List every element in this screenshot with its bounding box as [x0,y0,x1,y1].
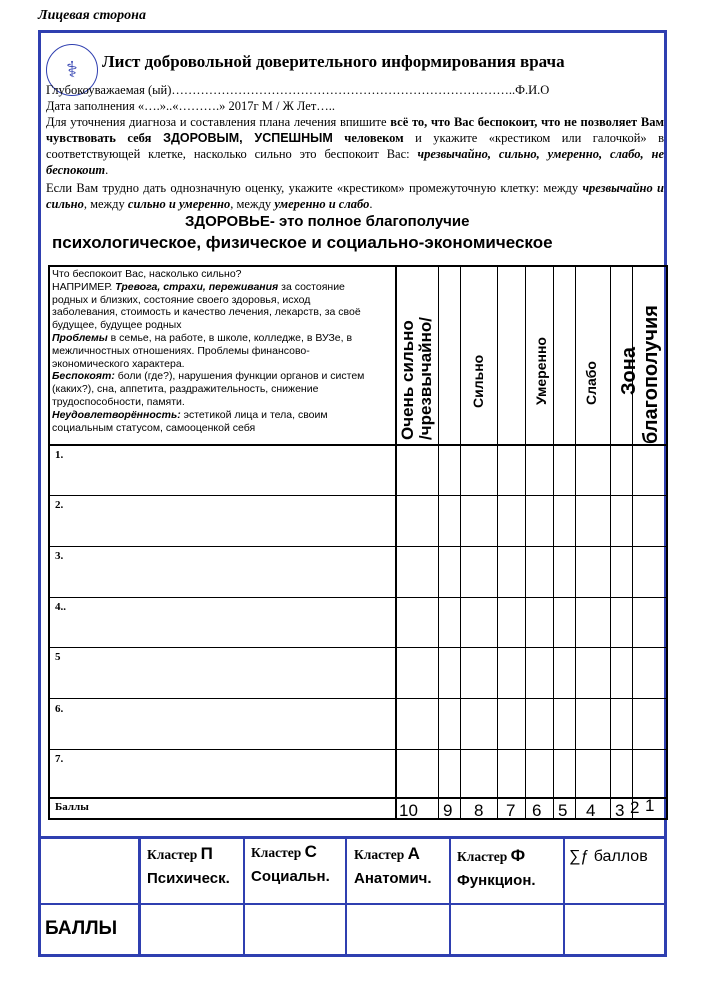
page-side-label: Лицевая сторона [38,8,146,23]
score-value: 9 [443,801,453,820]
cluster-column-divider [138,836,141,957]
score-value: 3 [615,801,625,820]
column-divider [438,265,439,820]
row-divider [48,698,668,699]
row-divider [48,495,668,496]
column-divider [395,265,397,820]
table-bottom-border [48,818,668,820]
instruction-paragraph: Для уточнения диагноза и составления плана лечения впишите всё то, что Вас беспокоит, что не позволяет Вам чувствовать себя ЗДОРОВЫМ, УСПЕШНЫМ человеком и укажите «крестиком или галочкой» в соответствующей клетке, насколько сильно это беспокоит Вас: чрезвычайно, сильно, умеренно, слабо, не беспокоит. [46,115,664,177]
row-divider [48,647,668,648]
column-header-moderate: Умеренно [533,337,549,405]
score-value: 10 [399,801,418,820]
health-definition-title: ЗДОРОВЬЕ- это полное благополучие [185,213,470,230]
row-label: 1. [55,449,64,461]
row-divider [48,749,668,750]
cluster-column-divider [243,836,245,957]
cluster-psychological: Кластер П Психическ. [147,844,230,887]
row-label: 5 [55,651,61,663]
health-definition-subtitle: психологическое, физическое и социально-экономическое [52,233,553,252]
score-value: 7 [506,801,516,820]
cluster-social: Кластер С Социальн. [251,842,330,885]
score-value: 6 [532,801,542,820]
column-header-wellbeing: благополучия [640,305,662,444]
row-divider [48,597,668,598]
row-divider [48,444,668,446]
cluster-table-divider [38,903,667,905]
column-header-weak: Слабо [583,361,599,405]
sum-points-label: ∑ƒ баллов [569,848,648,865]
cluster-column-divider [563,836,565,957]
column-header-very-strong: Очень сильно [398,320,417,440]
form-title: Лист добровольной доверительного информирования врача [102,52,565,71]
caduceus-icon: ⚕ [66,57,78,82]
table-header-description: Что беспокоит Вас, насколько сильно? НАПРИМЕР. Тревога, страхи, переживания за состояние родных и близких, состояние своего здоровья, исход заболевания, стоимость и качество лечения, лекарств, за своё будущее, будущее родных Проблемы в семье, на работе, в школе, колледже, в ВУЗе, в межличностных отношениях. Проблемы финансово-экономического характера. Беспокоят: боли (где?), нарушения функции органов и систем (каких?), сна, аппетита, раздражительность, снижение трудоспособности, памяти. Неудовлетворённость: эстетикой лица и тела, своим социальным статусом, самооценкой себя [52,268,365,434]
cluster-anatomical: Кластер А Анатомич. [354,844,432,887]
column-divider [553,265,554,820]
row-label: 3. [55,550,64,562]
date-line: Дата заполнения «….»..«……….» 2017г М / Ж Лет….. [46,99,336,113]
row-label: 4.. [55,601,66,613]
cluster-table-top [38,836,667,839]
score-row-label: Баллы [55,801,89,813]
score-value: 8 [474,801,484,820]
column-divider [460,265,461,820]
points-row-label: БАЛЛЫ [45,918,118,939]
row-divider [48,546,668,547]
column-header-zone: Зона [618,347,640,395]
score-value: 5 [558,801,568,820]
cluster-column-divider [449,836,451,957]
row-label: 6. [55,703,64,715]
column-divider [497,265,498,820]
row-label: 7. [55,753,64,765]
greeting-line: Глубокоуважаемая (ый)………………………………………………………………………..Ф.И.О [46,83,550,97]
instruction-paragraph-2: Если Вам трудно дать однозначную оценку, укажите «крестиком» промежуточную клетку: между чрезвычайно и сильно, между сильно и умеренно, между умеренно и слабо. [46,181,664,211]
score-value: 4 [586,801,596,820]
column-header-strong: Сильно [470,354,486,408]
row-label: 2. [55,499,64,511]
table-right-border [666,265,668,820]
score-value: 2 [630,798,640,817]
table-left-border [48,265,50,820]
column-divider [610,265,611,820]
column-divider [525,265,526,820]
column-header-extreme: /чрезвычайно/ [416,316,435,440]
cluster-functional: Кластер Ф Функцион. [457,846,536,889]
score-value: 1 [645,796,655,815]
cluster-column-divider [345,836,347,957]
column-divider [575,265,576,820]
row-divider [48,797,668,799]
